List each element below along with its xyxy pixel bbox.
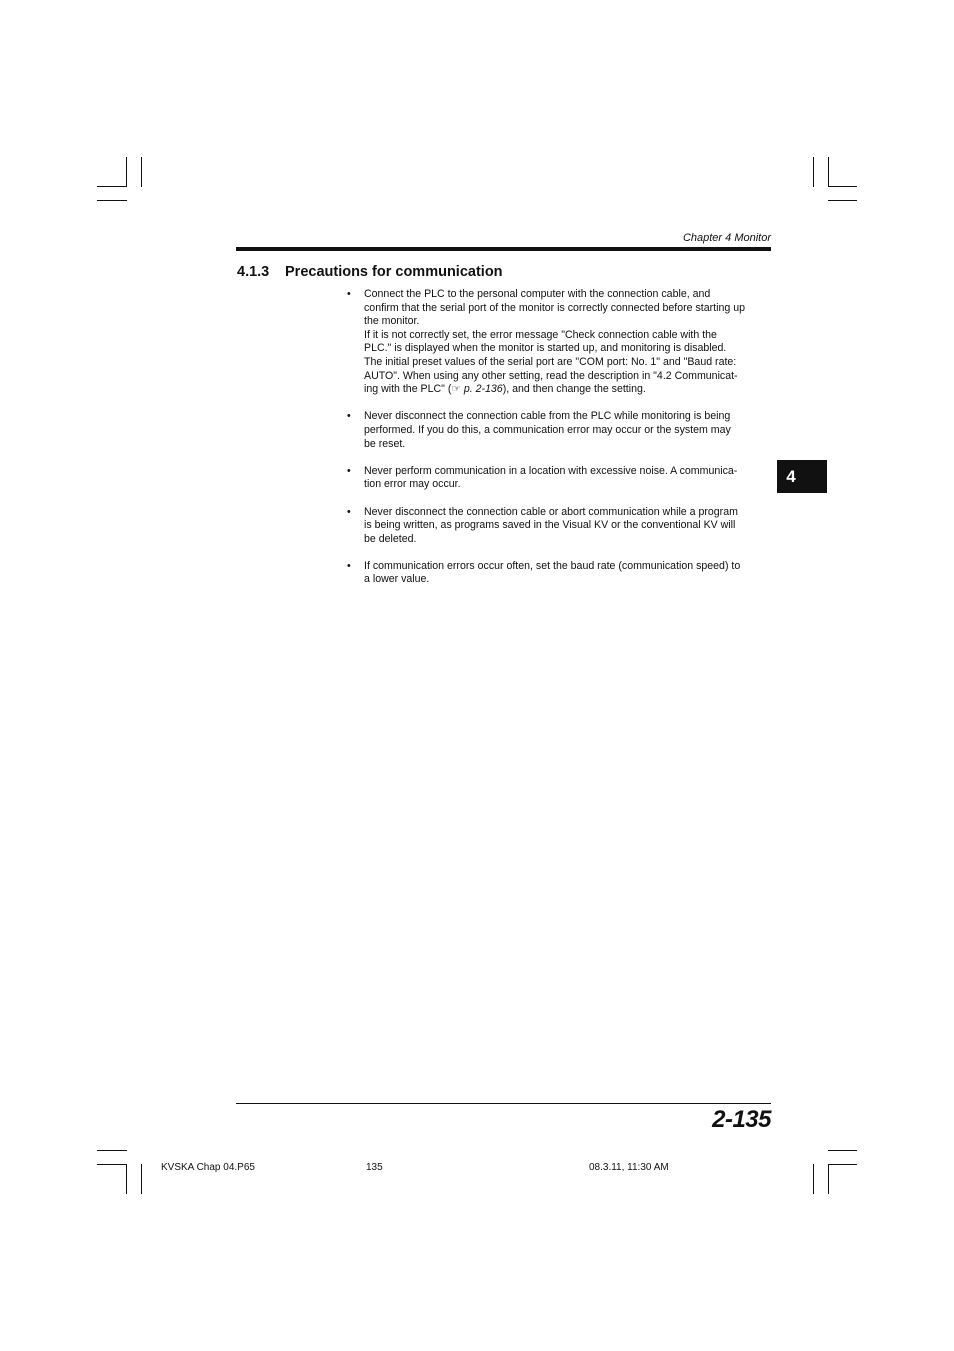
print-file-name: KVSKA Chap 04.P65	[161, 1162, 255, 1173]
text-line: Never perform communication in a location with excessive noise. A communica-	[364, 464, 738, 477]
precautions-list	[346, 288, 774, 601]
text-line: the monitor.	[364, 315, 420, 328]
text-line	[364, 383, 774, 397]
print-timestamp: 08.3.11, 11:30 AM	[589, 1162, 669, 1173]
text-line: confirm that the serial port of the monitor is correctly connected before starting up	[364, 301, 745, 314]
section-title: Precautions for communication	[285, 264, 503, 280]
bullet-mark: •	[347, 505, 351, 518]
list-item	[346, 560, 774, 587]
page-reference: p. 2-136	[460, 383, 503, 396]
text-line: be reset.	[364, 437, 406, 450]
text-line: is being written, as programs saved in the Visual KV or the conventional KV will	[364, 519, 736, 532]
text-line: If it is not correctly set, the error message "Check connection cable with the	[364, 328, 717, 341]
section-heading	[237, 264, 503, 280]
text-line: PLC." is displayed when the monitor is started up, and monitoring is disabled.	[364, 342, 727, 355]
reference-icon: ☞	[451, 383, 461, 396]
list-item	[346, 288, 774, 397]
page-number: 2-135	[712, 1106, 771, 1133]
bullet-mark: •	[347, 559, 351, 572]
chapter-tab-number: 4	[786, 466, 796, 486]
text-line: Never disconnect the connection cable or abort communication while a program	[364, 505, 738, 518]
text-line: performed. If you do this, a communication error may occur or the system may	[364, 423, 731, 436]
text-line: tion error may occur.	[364, 478, 461, 491]
bullet-mark: •	[347, 288, 351, 300]
bullet-mark: •	[347, 464, 351, 477]
section-number: 4.1.3	[237, 264, 270, 280]
text-line: If communication errors occur often, set the baud rate (communication speed) to	[364, 559, 741, 572]
running-header: Chapter 4 Monitor	[682, 232, 771, 244]
text-line: Connect the PLC to the personal computer with the connection cable, and	[364, 288, 711, 300]
text-line: Never disconnect the connection cable from the PLC while monitoring is being	[364, 410, 731, 423]
text-line: be deleted.	[364, 532, 417, 545]
chapter-tab	[777, 460, 827, 493]
list-item	[346, 410, 774, 451]
text-line: The initial preset values of the serial port are "COM port: No. 1" and "Baud rate:	[364, 355, 737, 368]
footer-rule	[236, 1103, 771, 1104]
text-line: a lower value.	[364, 573, 430, 586]
text-line: AUTO". When using any other setting, read the description in "4.2 Communicat-	[364, 369, 738, 382]
bullet-mark: •	[347, 410, 351, 423]
header-rule	[236, 247, 771, 251]
text-segment: ), and then change the setting.	[502, 383, 646, 396]
list-item	[346, 465, 774, 492]
text-segment: ing with the PLC" (	[364, 383, 452, 396]
print-page-number: 135	[366, 1162, 383, 1173]
list-item	[346, 506, 774, 547]
